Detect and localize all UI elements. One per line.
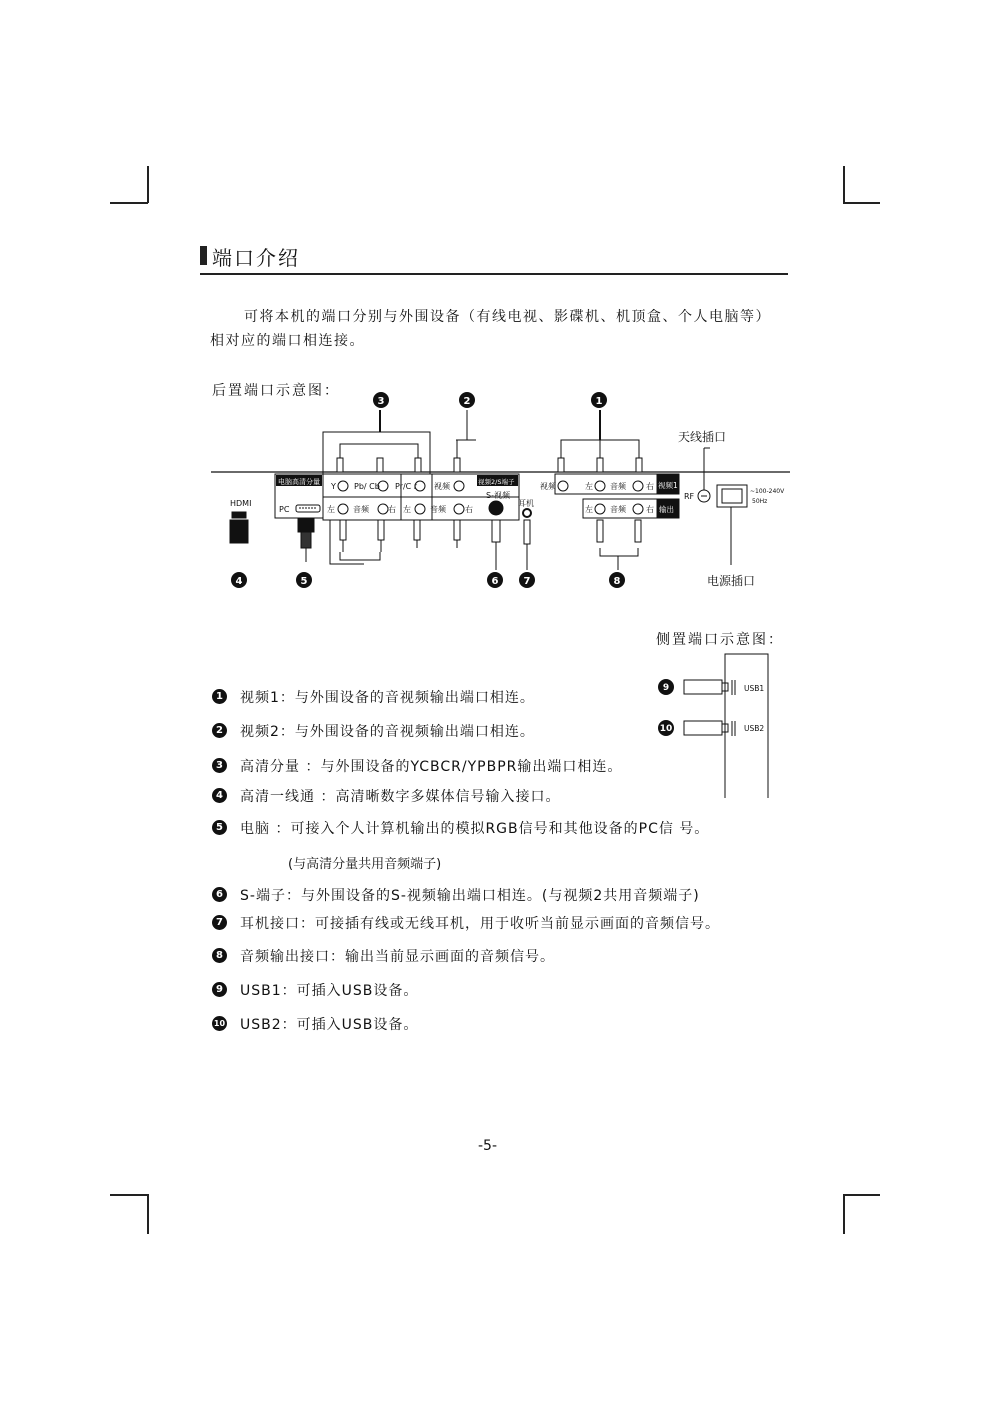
video2-right-label: 右 (465, 505, 473, 514)
marker-5: 5 (300, 576, 308, 587)
usb2-label: USB2 (744, 724, 765, 733)
rear-diagram-caption: 后置端口示意图： (212, 383, 340, 399)
pc-label: PC (279, 505, 290, 514)
item-number: 2 (212, 723, 227, 738)
item-text: S-端子：与外围设备的S-视频输出端口相连。(与视频2共用音频端子) (240, 888, 700, 904)
video1-video-label: 视频 (540, 482, 556, 491)
component-right-label: 右 (388, 505, 396, 514)
antenna-label: 天线插口 (678, 430, 727, 444)
pc-audio-note: (与高清分量共用音频端子) (288, 857, 442, 872)
marker-3: 3 (377, 396, 385, 407)
item-text: USB1：可插入USB设备。 (240, 983, 419, 999)
video2-video-label: 视频 (434, 482, 450, 491)
usb1-label: USB1 (744, 684, 765, 693)
item-number: 8 (212, 948, 227, 963)
output-panel-title: 输出 (659, 505, 674, 514)
s-video-label: S-视频 (486, 491, 510, 500)
item-number: 7 (212, 915, 227, 930)
frequency-label: 50Hz (752, 498, 768, 505)
component-audio-label: 音频 (353, 505, 369, 514)
marker-7: 7 (523, 576, 531, 587)
output-audio-label: 音频 (610, 505, 626, 514)
component-left-label: 左 (327, 505, 335, 514)
crop-mark-bottom-right-v (843, 1194, 845, 1234)
item-text: 高清分量 ：与外围设备的YCBCR/YPBPR输出端口相连。 (240, 759, 623, 775)
voltage-label: ~100-240V (750, 488, 785, 495)
video1-panel-title: 视频1 (658, 481, 678, 490)
pb-cb-label: Pb/ Cb (354, 482, 380, 491)
item-text: 高清一线通 ：高清晰数字多媒体信号输入接口。 (240, 789, 561, 805)
output-left-label: 左 (585, 505, 593, 514)
power-label: 电源插口 (707, 574, 756, 588)
side-port-diagram (650, 650, 780, 810)
y-label: Y (331, 482, 336, 491)
marker-10: 10 (659, 724, 673, 734)
marker-8: 8 (613, 576, 621, 587)
pc-panel-title: 电脑高清分量 (278, 478, 320, 486)
item-number: 3 (212, 758, 227, 773)
intro-line-1: 可将本机的端口分别与外围设备（有线电视、影碟机、机顶盒、个人电脑等） (244, 309, 771, 325)
pr-cr-label: Pr/C r (395, 482, 418, 491)
video2-audio-label: 音频 (430, 505, 446, 514)
intro-line-2: 相对应的端口相连接。 (210, 333, 365, 349)
page-number: -5- (478, 1138, 498, 1154)
marker-1: 1 (595, 396, 603, 407)
crop-mark-bottom-left-v (147, 1194, 149, 1234)
section-title: 端口介绍 (212, 246, 300, 270)
side-diagram-caption: 侧置端口示意图： (656, 632, 784, 648)
item-number: 6 (212, 887, 227, 902)
item-text: 音频输出接口：输出当前显示画面的音频信号。 (240, 949, 555, 965)
item-number: 1 (212, 689, 227, 704)
video2-left-label: 左 (403, 505, 411, 514)
item-text: 视频2：与外围设备的音视频输出端口相连。 (240, 724, 535, 740)
item-text: 电脑 ：可接入个人计算机输出的模拟RGB信号和其他设备的PC信 号。 (240, 821, 710, 837)
marker-2: 2 (463, 396, 471, 407)
item-number: 9 (212, 982, 227, 997)
video2-panel-title: 视频2/S端子 (478, 478, 515, 486)
video1-right-label: 右 (646, 482, 654, 491)
rf-label: RF (684, 492, 695, 501)
crop-mark-bottom-right-h (843, 1194, 880, 1196)
hdmi-label: HDMI (230, 499, 252, 508)
crop-mark-bottom-left-h (110, 1194, 148, 1196)
marker-9: 9 (662, 683, 670, 693)
earphone-label: 耳机 (518, 499, 534, 508)
video1-left-label: 左 (585, 482, 593, 491)
output-right-label: 右 (646, 505, 654, 514)
item-text: USB2：可插入USB设备。 (240, 1017, 419, 1033)
item-number: 4 (212, 788, 227, 803)
item-number: 5 (212, 820, 227, 835)
item-text: 视频1：与外围设备的音视频输出端口相连。 (240, 690, 535, 706)
item-number: 10 (212, 1016, 227, 1031)
marker-4: 4 (235, 576, 243, 587)
rear-port-diagram (0, 0, 994, 640)
item-text: 耳机接口：可接插有线或无线耳机，用于收听当前显示画面的音频信号。 (240, 916, 720, 932)
video1-audio-label: 音频 (610, 482, 626, 491)
marker-6: 6 (491, 576, 499, 587)
